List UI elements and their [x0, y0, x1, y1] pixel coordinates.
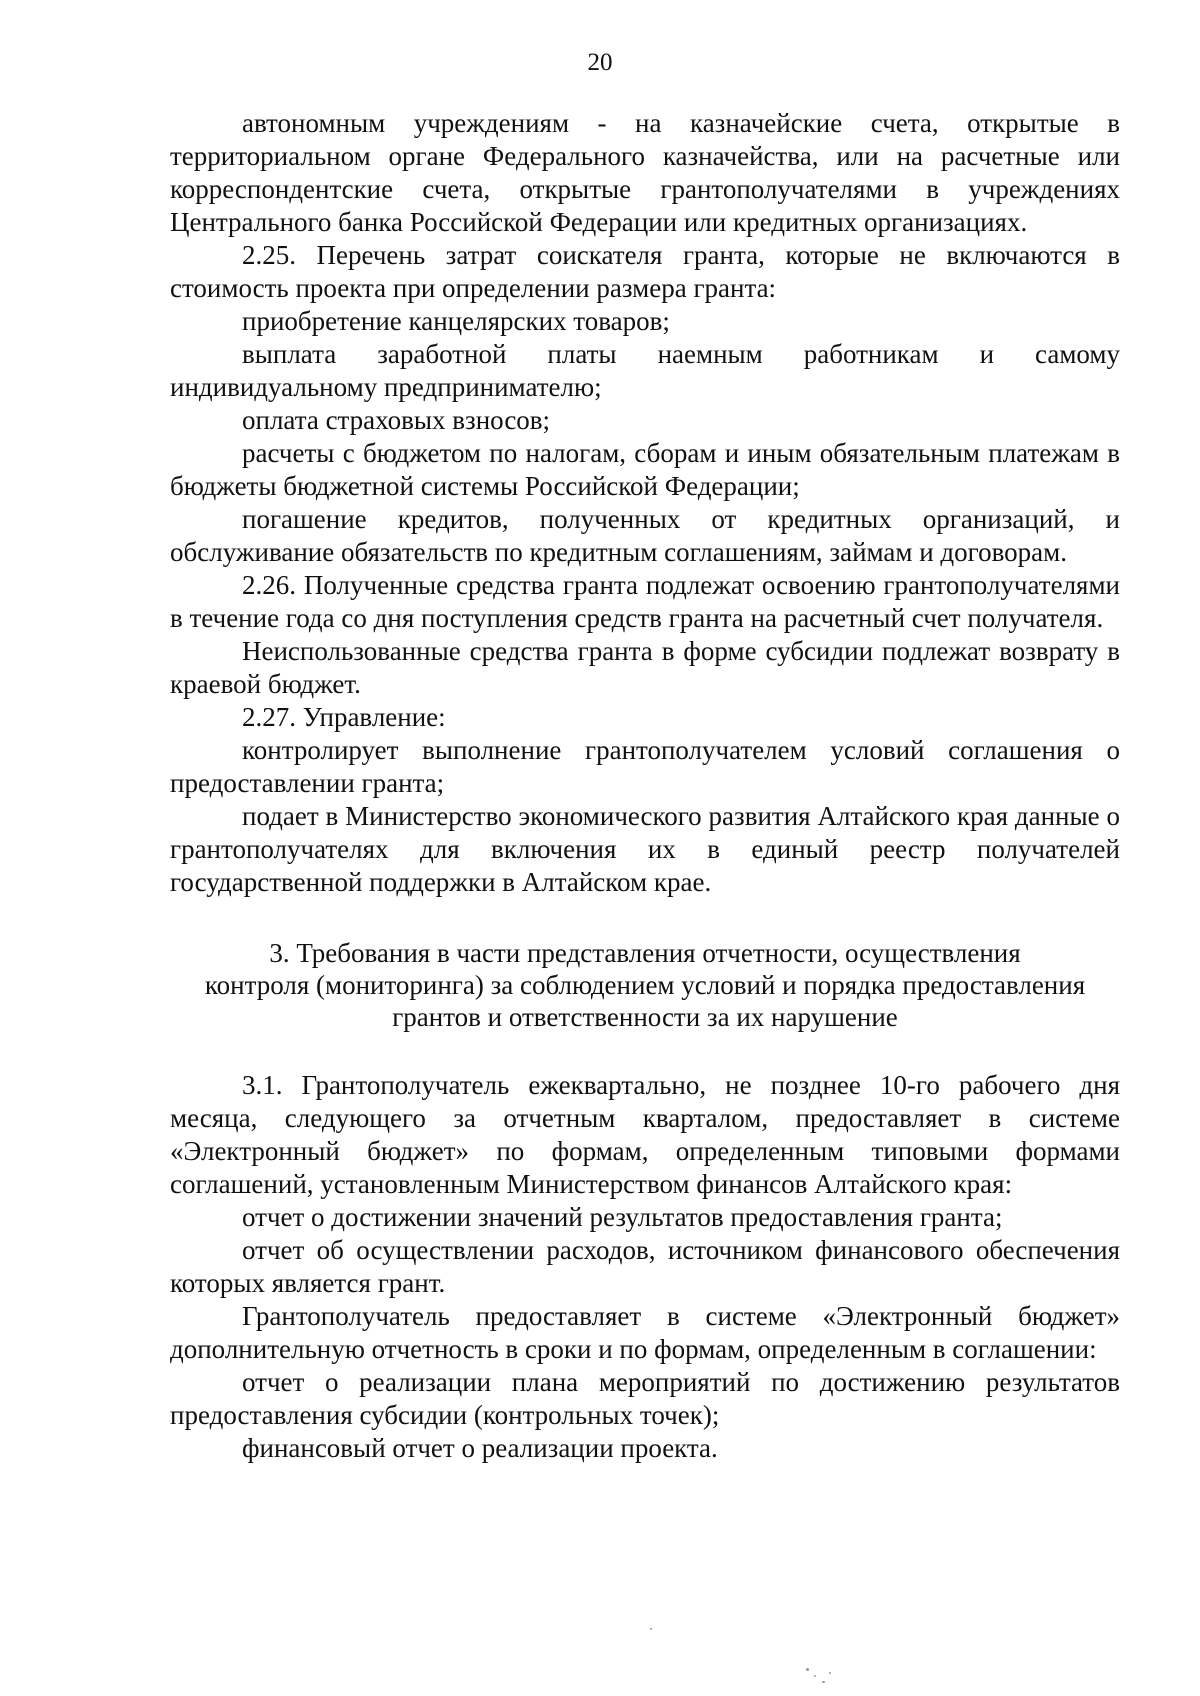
scan-artifact	[650, 1628, 652, 1630]
scan-artifact	[814, 1675, 816, 1677]
paragraph-2-27: 2.27. Управление:	[242, 702, 446, 732]
list-item-taxes: расчеты с бюджетом по налогам, сборам и иным обязательным платежам в бюджеты бюджетной системы Российской Федерации;	[170, 438, 1120, 501]
list-item-wages: выплата заработной платы наемным работникам и самому индивидуальному предпринимателю;	[170, 339, 1120, 402]
paragraph-2-26: 2.26. Полученные средства гранта подлежат освоению грантополучателями в течение года со дня поступления средств гранта на расчетный счет получателя.	[170, 570, 1120, 633]
list-item-loans: погашение кредитов, полученных от кредитных организаций, и обслуживание обязательств по кредитным соглашениям, займам и договорам.	[170, 504, 1120, 567]
list-item-submits-data: подает в Министерство экономического развития Алтайского края данные о грантополучателях для включения их в единый реестр получателей государственной поддержки в Алтайском крае.	[170, 801, 1120, 897]
section-heading	[170, 937, 1120, 1033]
page-number: 20	[587, 49, 613, 76]
list-item-office-supplies: приобретение канцелярских товаров;	[242, 306, 670, 336]
paragraph-treasury-accounts: автономным учреждениям - на казначейские счета, открытые в территориальном органе Федерального казначейства, или на расчетные или корреспондентские счета, открытые грантополучателями в учреждениях Центрального банка Российской Федерации или кредитных организациях.	[170, 108, 1120, 237]
scan-artifact	[822, 1681, 825, 1683]
paragraph-2-25: 2.25. Перечень затрат соискателя гранта, которые не включаются в стоимость проекта при определении размера гранта:	[170, 240, 1120, 303]
paragraph-3-1: 3.1. Грантополучатель ежеквартально, не позднее 10-го рабочего дня месяца, следующего за отчетным кварталом, предоставляет в системе «Электронный бюджет» по формам, определенным типовыми формами соглашений, установленным Министерством финансов Алтайского края:	[170, 1070, 1120, 1199]
scan-artifact	[829, 1672, 831, 1674]
list-item-insurance: оплата страховых взносов;	[242, 405, 551, 435]
list-item-results-report: отчет о достижении значений результатов предоставления гранта;	[242, 1202, 1003, 1232]
list-item-controls: контролирует выполнение грантополучателем условий соглашения о предоставлении гранта;	[170, 735, 1120, 798]
section-heading-line: грантов и ответственности за их нарушение	[392, 1002, 898, 1032]
document-body	[170, 107, 1120, 1465]
paragraph-additional-reporting: Грантополучатель предоставляет в системе «Электронный бюджет» дополнительную отчетность в сроки и по формам, определенным в соглашении:	[170, 1301, 1120, 1364]
list-item-financial-report: финансовый отчет о реализации проекта.	[242, 1433, 718, 1463]
section-heading-line: 3. Требования в части представления отчетности, осуществления	[269, 938, 1021, 968]
list-item-expenses-report: отчет об осуществлении расходов, источником финансового обеспечения которых является грант.	[170, 1235, 1120, 1298]
paragraph-unused-funds: Неиспользованные средства гранта в форме субсидии подлежат возврату в краевой бюджет.	[170, 636, 1120, 699]
list-item-plan-report: отчет о реализации плана мероприятий по достижению результатов предоставления субсидии (контрольных точек);	[170, 1367, 1120, 1430]
section-heading-line: контроля (мониторинга) за соблюдением условий и порядка предоставления	[204, 970, 1086, 1000]
scan-artifact	[806, 1668, 809, 1671]
